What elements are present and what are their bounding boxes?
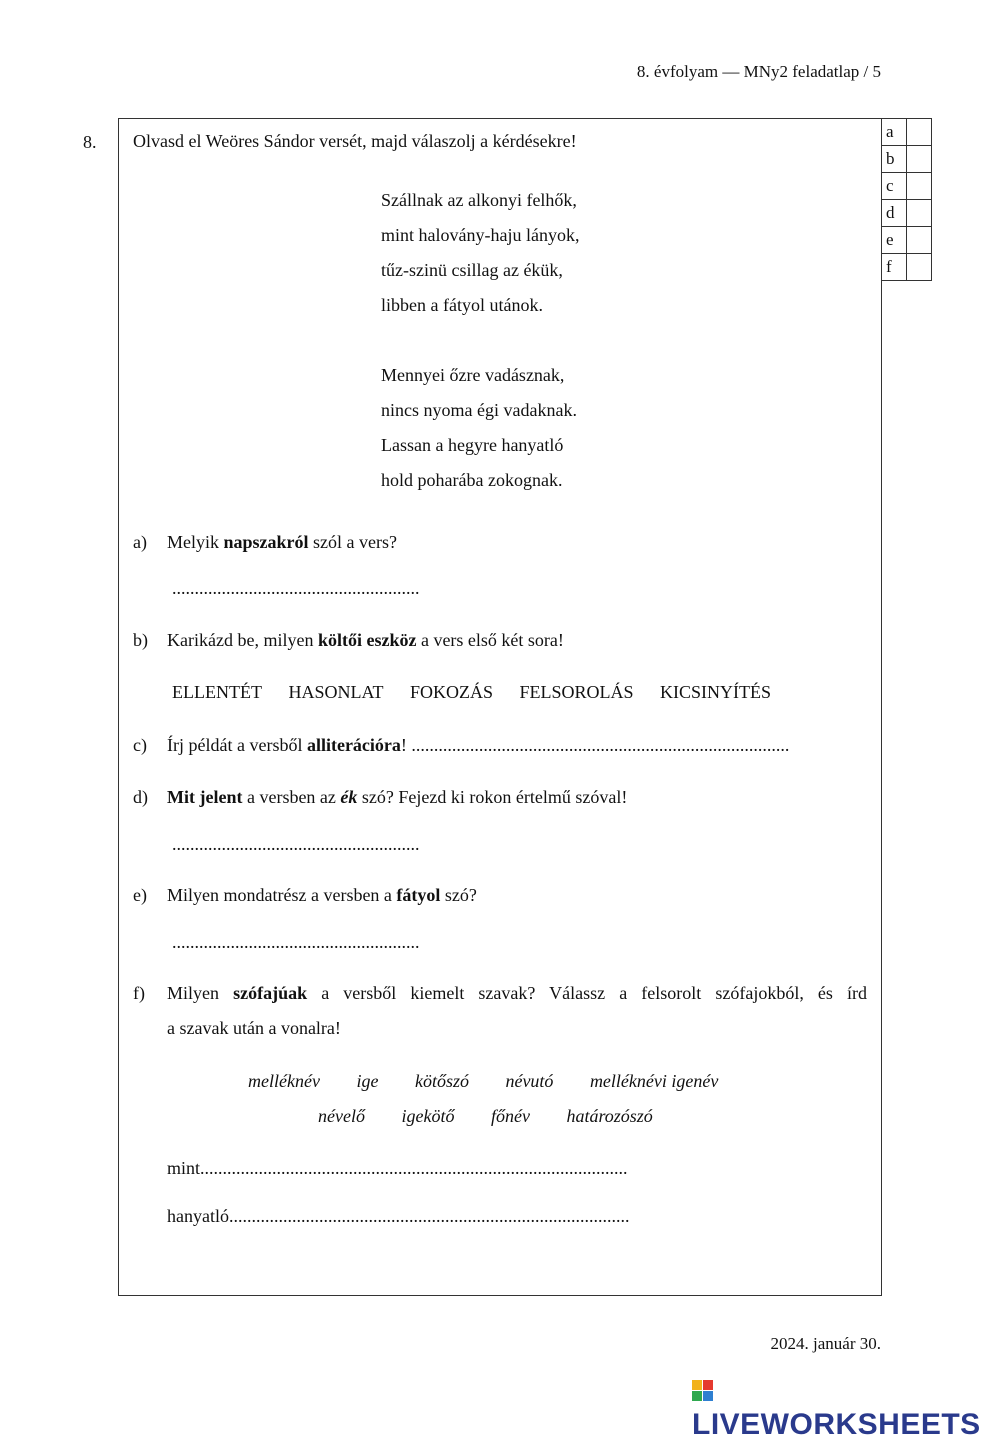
poem-line: hold poharába zokognak. (381, 470, 563, 490)
question-text: Karikázd be, milyen költői eszköz a vers első két sora! (167, 630, 564, 650)
option-ellentet[interactable]: ELLENTÉT (172, 682, 262, 702)
question-text: Mit jelent a versben az ék szó? Fejezd ki rokon értelmű szóval! (167, 787, 628, 807)
poem-line: mint halovány-haju lányok, (381, 225, 580, 245)
word-class-option: ige (356, 1071, 379, 1091)
word-class-row-2 (302, 1106, 669, 1127)
option-fokozas[interactable]: FOKOZÁS (409, 682, 493, 702)
poem-line: Mennyei őzre vadásznak, (381, 365, 565, 385)
answer-line-mint[interactable] (167, 1158, 628, 1179)
question-letter: f) (133, 983, 145, 1003)
question-letter: d) (133, 787, 148, 807)
dots[interactable]: ......................................................................................... (228, 1206, 630, 1226)
option-kicsinyites[interactable]: KICSINYÍTÉS (660, 682, 772, 702)
device-options (172, 682, 771, 703)
grade-box[interactable] (907, 146, 932, 173)
word-class-option: kötőszó (414, 1071, 469, 1091)
question-text[interactable]: Írj példát a versből alliterációra! .................................................................................... (167, 735, 790, 755)
grade-label: d (882, 200, 907, 227)
word-class-row-1 (232, 1071, 734, 1092)
grade-label: c (882, 173, 907, 200)
stanza-gap (381, 323, 579, 358)
word-class-option: határozószó (566, 1106, 653, 1126)
answer-word: mint (167, 1158, 201, 1178)
question-text: Milyen mondatrész a versben a fátyol szó? (167, 885, 477, 905)
question-text: Melyik napszakról szól a vers? (167, 532, 397, 552)
task-number: 8. (83, 132, 97, 152)
word-class-option: névelő (318, 1106, 365, 1126)
answer-line-hanyatlo[interactable] (167, 1206, 629, 1227)
answer-word: hanyatló (167, 1206, 229, 1226)
grade-label: a (882, 119, 907, 146)
task-intro: Olvasd el Weöres Sándor versét, majd válaszolj a kérdésekre! (133, 131, 577, 151)
answer-line-e[interactable]: ....................................................... (172, 932, 420, 952)
poem-line: tűz-szinü csillag az ékük, (381, 260, 563, 280)
logo-icon (692, 1380, 714, 1402)
grade-box[interactable] (907, 173, 932, 200)
grade-box[interactable] (907, 227, 932, 254)
dots[interactable]: ............................................................................................... (200, 1158, 628, 1178)
question-letter: b) (133, 630, 148, 650)
question-letter: a) (133, 532, 147, 552)
poem-line: Szállnak az alkonyi felhők, (381, 190, 577, 210)
answer-line-d[interactable]: ....................................................... (172, 834, 420, 854)
word-class-option: melléknév (248, 1071, 320, 1091)
grade-box[interactable] (907, 119, 932, 146)
question-text: Milyen szófajúak a versből kiemelt szavak? Válassz a felsorolt szófajokból, és írd (167, 983, 867, 1003)
question-letter: e) (133, 885, 147, 905)
grading-table (881, 118, 932, 281)
grade-label: e (882, 227, 907, 254)
answer-line-a[interactable]: ....................................................... (172, 578, 420, 598)
poem-line: libben a fátyol utánok. (381, 295, 543, 315)
logo-text: LIVEWORKSHEETS (692, 1408, 981, 1441)
word-class-option: névutó (505, 1071, 554, 1091)
poem (381, 183, 579, 498)
grade-label: f (882, 254, 907, 281)
grade-box[interactable] (907, 200, 932, 227)
option-felsorolas[interactable]: FELSOROLÁS (519, 682, 634, 702)
footer-date: 2024. január 30. (770, 1334, 881, 1353)
question-letter: c) (133, 735, 147, 755)
liveworksheets-logo (692, 1374, 1000, 1442)
grade-label: b (882, 146, 907, 173)
word-class-option: főnév (490, 1106, 530, 1126)
word-class-option: igekötő (401, 1106, 455, 1126)
question-f-line2: a szavak után a vonalra! (167, 1018, 341, 1038)
page-header: 8. évfolyam — MNy2 feladatlap / 5 (636, 62, 881, 81)
option-hasonlat[interactable]: HASONLAT (288, 682, 384, 702)
grade-box[interactable] (907, 254, 932, 281)
poem-line: Lassan a hegyre hanyatló (381, 435, 564, 455)
poem-line: nincs nyoma égi vadaknak. (381, 400, 577, 420)
word-class-option: melléknévi igenév (589, 1071, 719, 1091)
